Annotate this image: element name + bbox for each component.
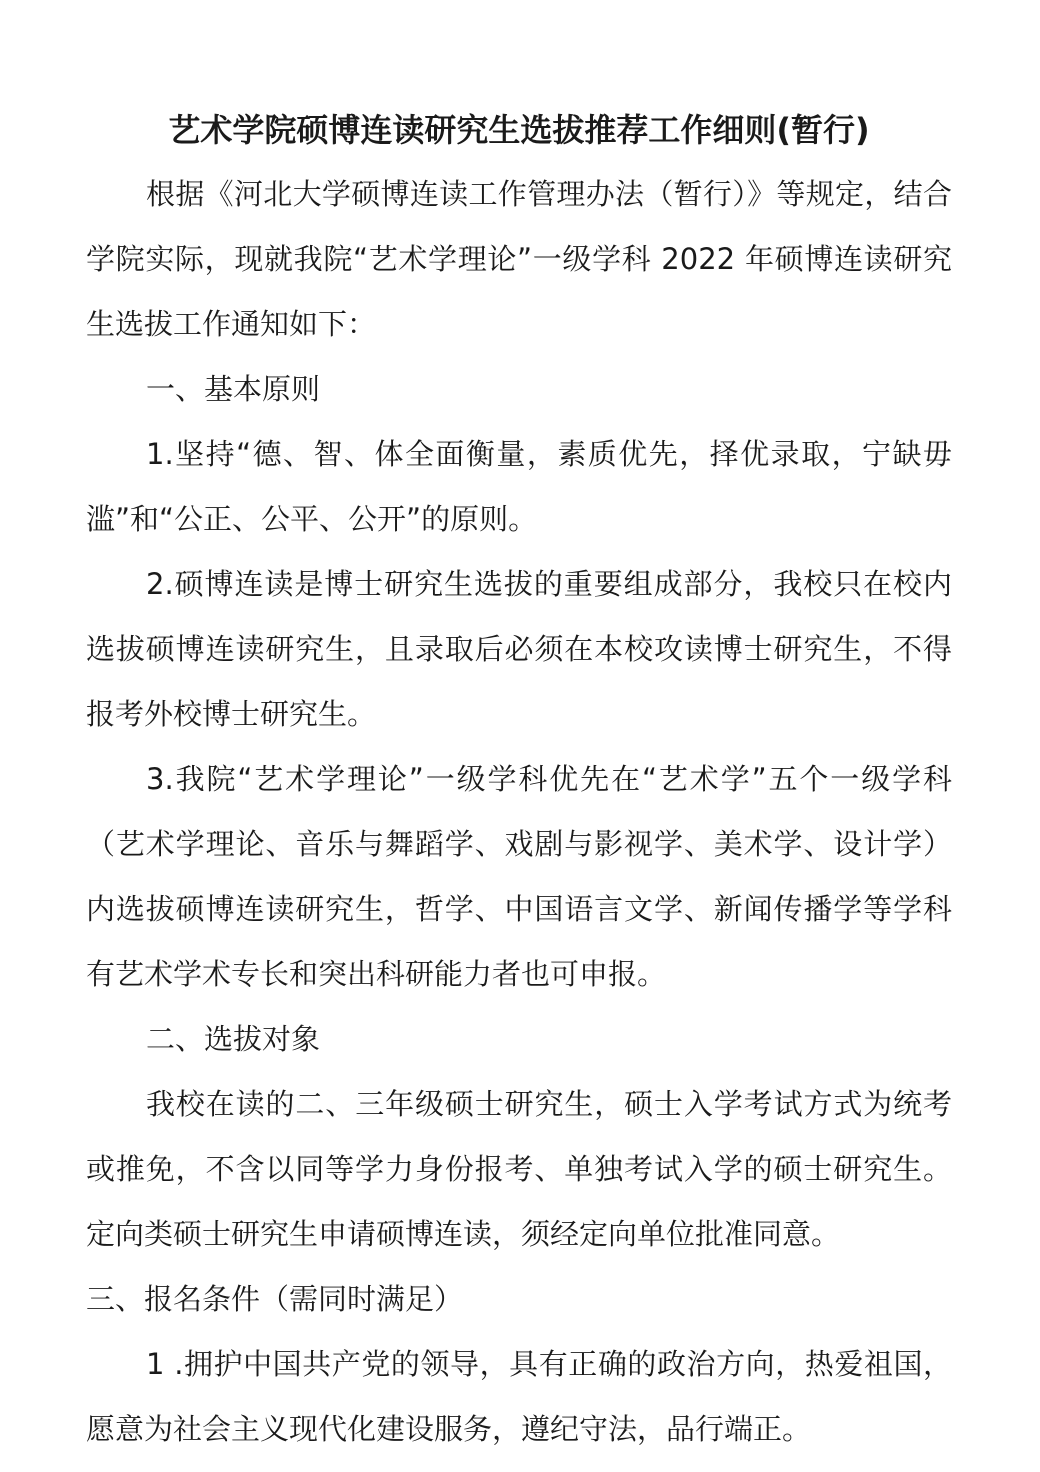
- section-heading-selection-targets: 二、选拔对象: [146, 1022, 321, 1056]
- section-heading-application-conditions: 三、报名条件（需同时满足）: [86, 1282, 464, 1316]
- intro-paragraph: 根据《河北大学硕博连读工作管理办法（暂行）》等规定，结合学院实际，现就我院“艺术学理论”一级学科 2022 年硕博连读研究生选拔工作通知如下：: [86, 177, 952, 341]
- selection-targets-paragraph: 我校在读的二、三年级硕士研究生，硕士入学考试方式为统考或推免，不含以同等学力身份报考、单独考试入学的硕士研究生。定向类硕士研究生申请硕博连读，须经定向单位批准同意。: [86, 1087, 952, 1251]
- document-title: 艺术学院硕博连读研究生选拔推荐工作细则(暂行): [168, 111, 870, 149]
- condition-1-paragraph: 1 .拥护中国共产党的领导，具有正确的政治方向，热爱祖国，愿意为社会主义现代化建设服务，遵纪守法，品行端正。: [86, 1347, 952, 1446]
- section-heading-basic-principles: 一、基本原则: [146, 372, 321, 406]
- document-page: [86, 100, 952, 1462]
- principle-3-paragraph: 3.我院“艺术学理论”一级学科优先在“艺术学”五个一级学科（艺术学理论、音乐与舞蹈学、戏剧与影视学、美术学、设计学）内选拔硕博连读研究生，哲学、中国语言文学、新闻传播学等学科有艺术学术专长和突出科研能力者也可申报。: [86, 762, 953, 991]
- principle-1-paragraph: 1.坚持“德、智、体全面衡量，素质优先，择优录取，宁缺毋滥”和“公正、公平、公开”的原则。: [86, 437, 952, 536]
- principle-2-paragraph: 2.硕博连读是博士研究生选拔的重要组成部分，我校只在校内选拔硕博连读研究生，且录取后必须在本校攻读博士研究生，不得报考外校博士研究生。: [86, 567, 952, 731]
